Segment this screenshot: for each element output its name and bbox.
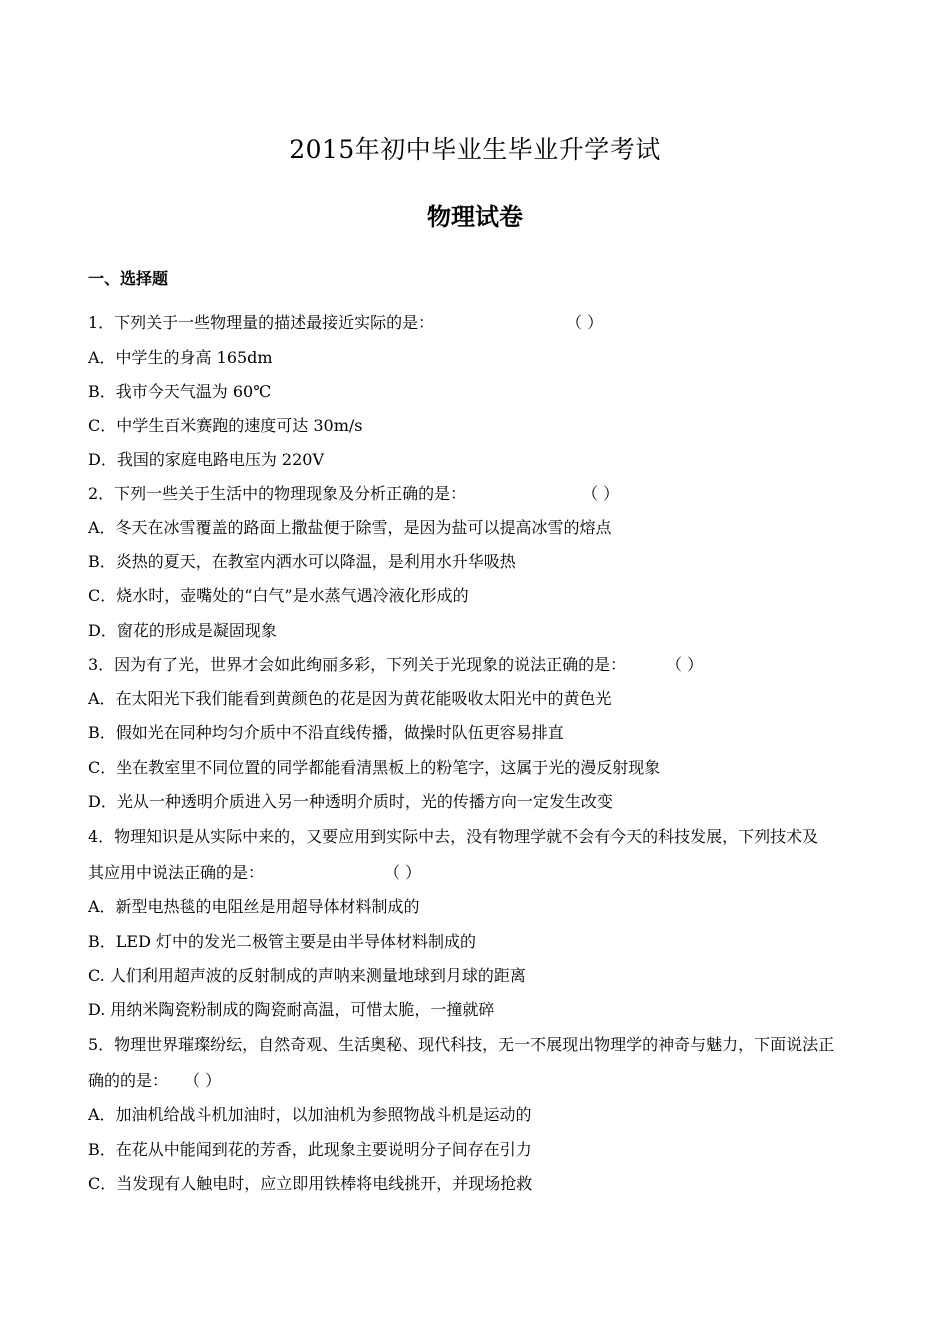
answer-paren: （ ） xyxy=(582,484,620,503)
question-3-option-a: A．在太阳光下我们能看到黄颜色的花是因为黄花能吸收太阳光中的黄色光 xyxy=(88,689,612,708)
question-4-stem: 4．物理知识是从实际中来的，又要应用到实际中去，没有物理学就不会有今天的科技发展，下列技术及 xyxy=(88,827,819,846)
question-4-option-d: D. 用纳米陶瓷粉制成的陶瓷耐高温，可惜太脆，一撞就碎 xyxy=(88,1000,495,1019)
exam-title: 2015年初中毕业生毕业升学考试 xyxy=(289,135,661,164)
question-4-option-b: B．LED 灯中的发光二极管主要是由半导体材料制成的 xyxy=(88,932,476,951)
question-3-option-c: C．坐在教室里不同位置的同学都能看清黑板上的粉笔字，这属于光的漫反射现象 xyxy=(88,758,661,777)
question-3-option-d: D．光从一种透明介质进入另一种透明介质时，光的传播方向一定发生改变 xyxy=(88,792,613,811)
question-1-stem: 1．下列关于一些物理量的描述最接近实际的是： （ ） xyxy=(88,310,434,333)
question-2-option-d: D．窗花的形成是凝固现象 xyxy=(88,621,277,640)
answer-paren: （ ） xyxy=(184,1071,222,1090)
question-3-stem: 3．因为有了光，世界才会如此绚丽多彩，下列关于光现象的说法正确的是： （ ） xyxy=(88,652,626,675)
question-1-option-b: B．我市今天气温为 60℃ xyxy=(88,382,272,401)
answer-paren: （ ） xyxy=(666,655,704,674)
question-2-option-a: A．冬天在冰雪覆盖的路面上撒盐便于除雪，是因为盐可以提高冰雪的熔点 xyxy=(88,518,612,537)
question-4-option-c: C. 人们利用超声波的反射制成的声呐来测量地球到月球的距离 xyxy=(88,966,526,985)
question-5-option-b: B．在花从中能闻到花的芳香，此现象主要说明分子间存在引力 xyxy=(88,1140,532,1159)
question-4-stem-continued: 其应用中说法正确的是： （ ） xyxy=(88,860,264,883)
question-1-option-d: D．我国的家庭电路电压为 220V xyxy=(88,450,325,469)
question-5-stem: 5．物理世界璀璨纷纭，自然奇观、生活奥秘、现代科技，无一不展现出物理学的神奇与魅力，下面说法正 xyxy=(88,1035,835,1054)
question-1-option-c: C．中学生百米赛跑的速度可达 30m/s xyxy=(88,416,363,435)
answer-paren: （ ） xyxy=(384,863,422,882)
question-5-stem-continued: 确的的是： （ ） xyxy=(88,1068,168,1091)
answer-paren: （ ） xyxy=(566,313,604,332)
question-2-stem: 2．下列一些关于生活中的物理现象及分析正确的是： （ ） xyxy=(88,481,466,504)
question-3-option-b: B．假如光在同种均匀介质中不沿直线传播，做操时队伍更容易排直 xyxy=(88,723,564,742)
question-5-option-c: C．当发现有人触电时，应立即用铁棒将电线挑开，并现场抢救 xyxy=(88,1174,533,1193)
question-4-option-a: A．新型电热毯的电阻丝是用超导体材料制成的 xyxy=(88,897,420,916)
section-heading: 一、选择题 xyxy=(88,269,169,288)
question-2-option-c: C．烧水时，壶嘴处的“白气”是水蒸气遇冷液化形成的 xyxy=(88,586,469,605)
exam-subtitle: 物理试卷 xyxy=(427,203,523,231)
question-2-option-b: B．炎热的夏天，在教室内洒水可以降温，是利用水升华吸热 xyxy=(88,552,516,571)
question-1-option-a: A．中学生的身高 165dm xyxy=(88,348,273,367)
question-5-option-a: A．加油机给战斗机加油时，以加油机为参照物战斗机是运动的 xyxy=(88,1105,532,1124)
